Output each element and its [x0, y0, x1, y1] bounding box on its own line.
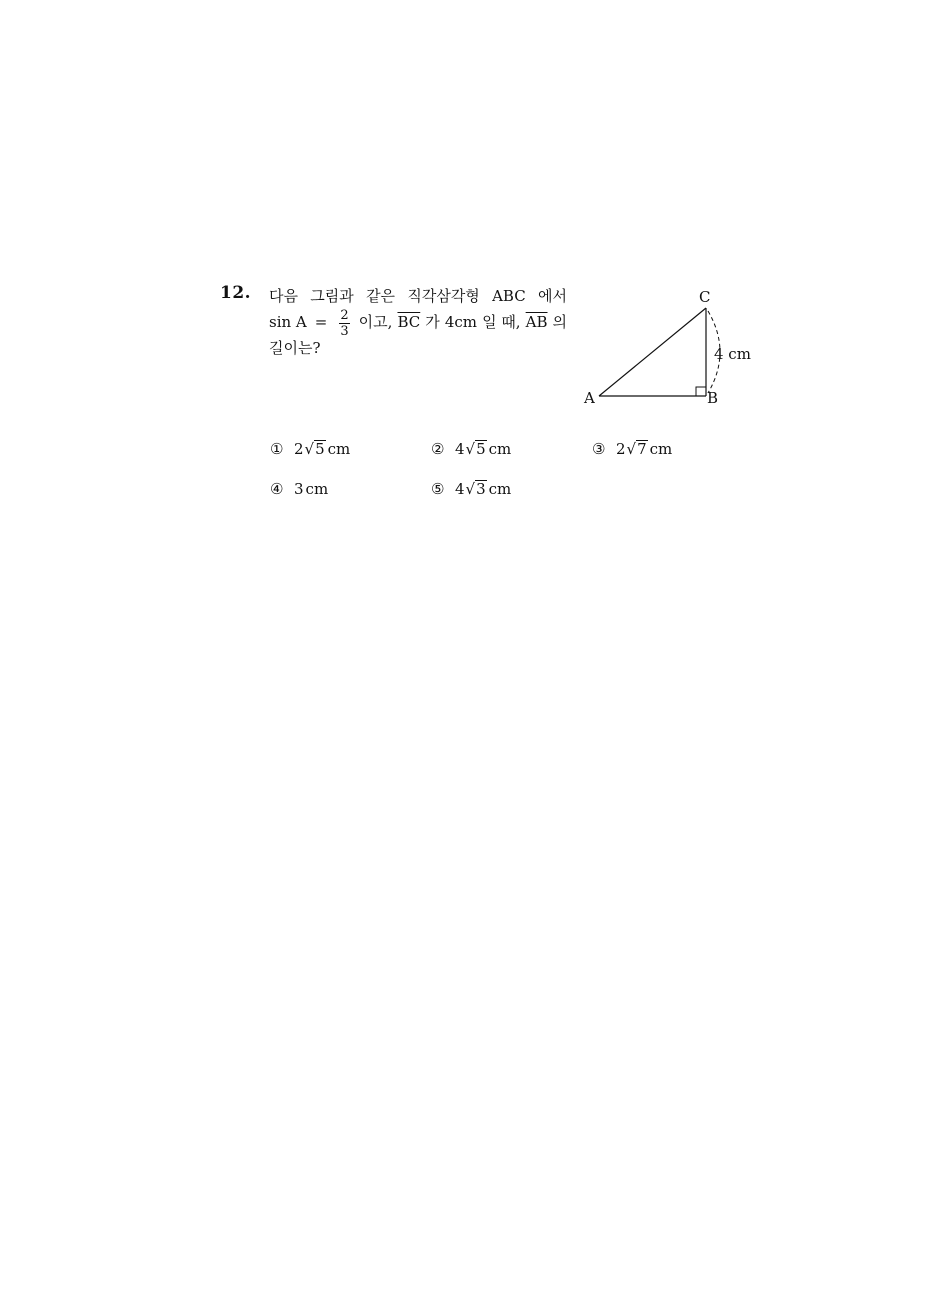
choice-mark: ③	[592, 440, 606, 458]
side-ac	[599, 308, 706, 396]
choice-1[interactable]	[270, 440, 350, 458]
question-line-3: 길이는?	[269, 338, 321, 357]
choice-coefficient: 3	[294, 480, 304, 498]
word: 그림과	[310, 286, 354, 305]
choice-2[interactable]	[431, 440, 511, 458]
radicand: 5	[476, 440, 486, 458]
word: 다음	[269, 286, 298, 305]
word: 에서	[538, 286, 567, 305]
fraction-denominator: 3	[340, 323, 349, 339]
choice-coefficient: 2	[294, 440, 304, 458]
text-after-fraction: 이고,	[358, 312, 393, 331]
choice-4[interactable]	[270, 480, 328, 498]
vertex-label-c: C	[699, 288, 711, 306]
question-number: 12.	[220, 283, 252, 303]
square-root	[465, 480, 487, 498]
sin-expression: sin A	[269, 312, 307, 331]
right-angle-mark	[696, 387, 706, 396]
vertex-label-b: B	[707, 389, 719, 407]
choice-coefficient: 4	[455, 440, 465, 458]
choice-unit: cm	[488, 440, 512, 458]
choice-mark: ⑤	[431, 480, 445, 498]
question-line-2	[269, 307, 568, 339]
choice-coefficient: 2	[616, 440, 626, 458]
question-text	[269, 283, 567, 361]
square-root	[465, 440, 487, 458]
given-length: 4cm	[444, 312, 478, 331]
choice-coefficient: 4	[455, 480, 465, 498]
radicand: 3	[476, 480, 486, 498]
word: 직각삼각형	[407, 286, 480, 305]
equals-sign: =	[314, 312, 328, 331]
choice-5[interactable]	[431, 480, 511, 498]
choice-unit: cm	[488, 480, 512, 498]
choice-mark: ②	[431, 440, 445, 458]
vertex-label-a: A	[584, 389, 595, 407]
word: ABC	[492, 286, 526, 305]
text-when: 일 때,	[482, 312, 521, 331]
word: 같은	[366, 286, 396, 305]
question-line-1	[269, 283, 567, 309]
fraction	[339, 309, 349, 338]
radical-sign-icon: √	[626, 440, 637, 458]
segment-bc: $\overline{BC}$	[397, 312, 421, 331]
radical-sign-icon: √	[465, 440, 476, 458]
radicand: 7	[637, 440, 647, 458]
radicand: 5	[315, 440, 325, 458]
square-root	[626, 440, 648, 458]
choice-unit: cm	[305, 480, 329, 498]
josa-ga: 가	[425, 312, 440, 331]
fraction-numerator: 2	[340, 307, 349, 323]
radical-sign-icon: √	[465, 480, 476, 498]
side-length-label: 4 cm	[714, 345, 751, 363]
choice-unit: cm	[649, 440, 673, 458]
josa-ui: 의	[552, 312, 568, 331]
choice-3[interactable]	[592, 440, 672, 458]
choice-mark: ①	[270, 440, 284, 458]
choice-mark: ④	[270, 480, 284, 498]
segment-ab: $\overline{AB}$	[525, 312, 548, 331]
choice-unit: cm	[327, 440, 351, 458]
triangle-figure	[580, 285, 760, 415]
square-root	[304, 440, 326, 458]
radical-sign-icon: √	[304, 440, 315, 458]
